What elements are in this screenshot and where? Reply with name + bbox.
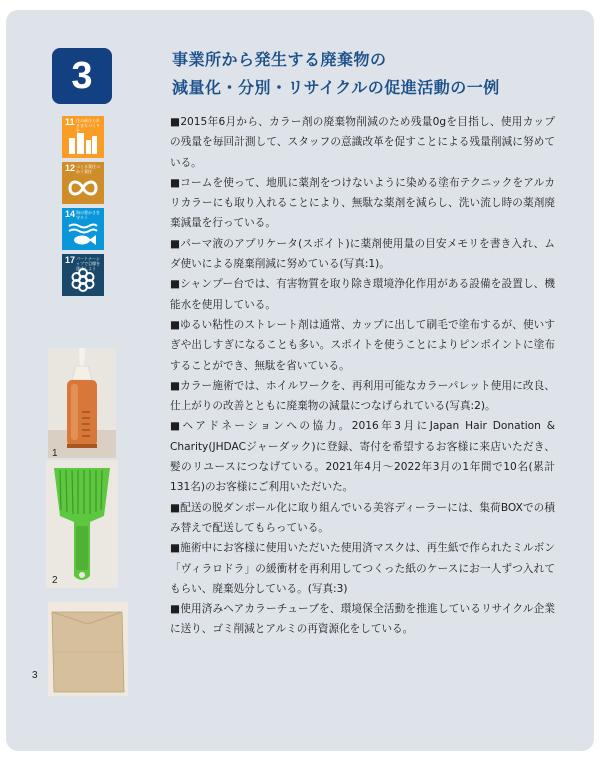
activity-paragraph-10: ■使用済みヘアカラーチューブを、環境保全活動を推進しているリサイクル企業に送り、ゴミ削減とアルミの再資源化をしている。 [170,603,555,636]
activity-paragraph-8: ■配送の脱ダンボール化に取り組んでいる美容ディーラーには、集荷BOXでの積み替えで配送してもらっている。 [170,501,555,534]
page-title [172,46,572,102]
city-icon [67,130,99,154]
sdg-17-icon: 17 パートナーシップで目標を達成しよう [62,254,104,296]
activity-paragraph-5: ■ゆるい粘性のストレート剤は通常、カップに出して刷毛で塗布するが、使いすぎや出しすぎになることも多い。スポイトを使うことによりピンポイントに塗布することができ、無駄を省いている。 [170,318,555,372]
activity-paragraph-1: ■2015年6月から、カラー剤の廃棄物削減のため残量0gを目指し、使用カップの残量を毎回計測して、スタッフの意識改革を促すことによる残量削減に努めている。 [170,116,555,169]
activity-paragraph-4: ■シャンプー台では、有害物質を取り除き環境浄化作用がある設備を設置し、機能水を使用している。 [170,278,555,311]
activity-paragraph-9: ■施術中にお客様に使用いただいた使用済マスクは、再生紙で作られたミルボン「ヴィラロドラ」の緩衝材を再利用してつくった紙のケースにお一人ずつ入れてもらい、廃棄処分している。(写真:3) [170,542,555,595]
section-number-badge: 3 [52,48,112,104]
paper-case-photo [48,602,128,696]
infinity-icon [67,176,99,200]
sdg-14-icon: 14 海の豊かさを守ろう [62,208,104,250]
fish-icon [67,222,99,246]
sdg-11-icon: 11 住み続けられるまちづくりを [62,116,104,158]
color-palette-photo [46,460,118,588]
activity-paragraph-3: ■パーマ液のアプリケータ(スポイト)に薬剤使用量の目安メモリを書き入れ、ムダ使いによる廃棄削減に努めている(写真:1)。 [170,237,555,271]
photo-caption-2: 2 [52,575,58,586]
applicator-bottle-photo [48,348,116,458]
activity-paragraph-6: ■カラー施術では、ホイルワークを、再利用可能なカラーパレット使用に改良、仕上がりの改善とともに廃棄物の減量につなげられている(写真:2)。 [170,379,555,413]
sdg-12-icon: 12 つくる責任つかう責任 [62,162,104,204]
title-line-2: 減量化・分別・リサイクルの促進活動の一例 [172,78,500,97]
title-line-1: 事業所から発生する廃棄物の [172,50,387,69]
activity-list [170,112,555,640]
photo-caption-1: 1 [52,448,58,459]
activity-paragraph-7: ■ヘアドネーションへの協力。2016年3月にJapan Hair Donation & Charity(JHDACジャーダック)に登録、寄付を希望するお客様に来店いただき、髪のリユースにつなげている。2021年4月～2022年3月の1年間で10名(累計131名)のお客様にご利用いただいた。 [170,420,555,494]
photo-caption-3: 3 [32,670,38,681]
activity-paragraph-2: ■コームを使って、地肌に薬剤をつけないように染める塗布テクニックをアルカリカラーにも取り入れることにより、無駄な薬剤を減らし、洗い流し時の薬剤廃棄減量を行っている。 [170,176,555,230]
flower-icon [67,268,99,292]
